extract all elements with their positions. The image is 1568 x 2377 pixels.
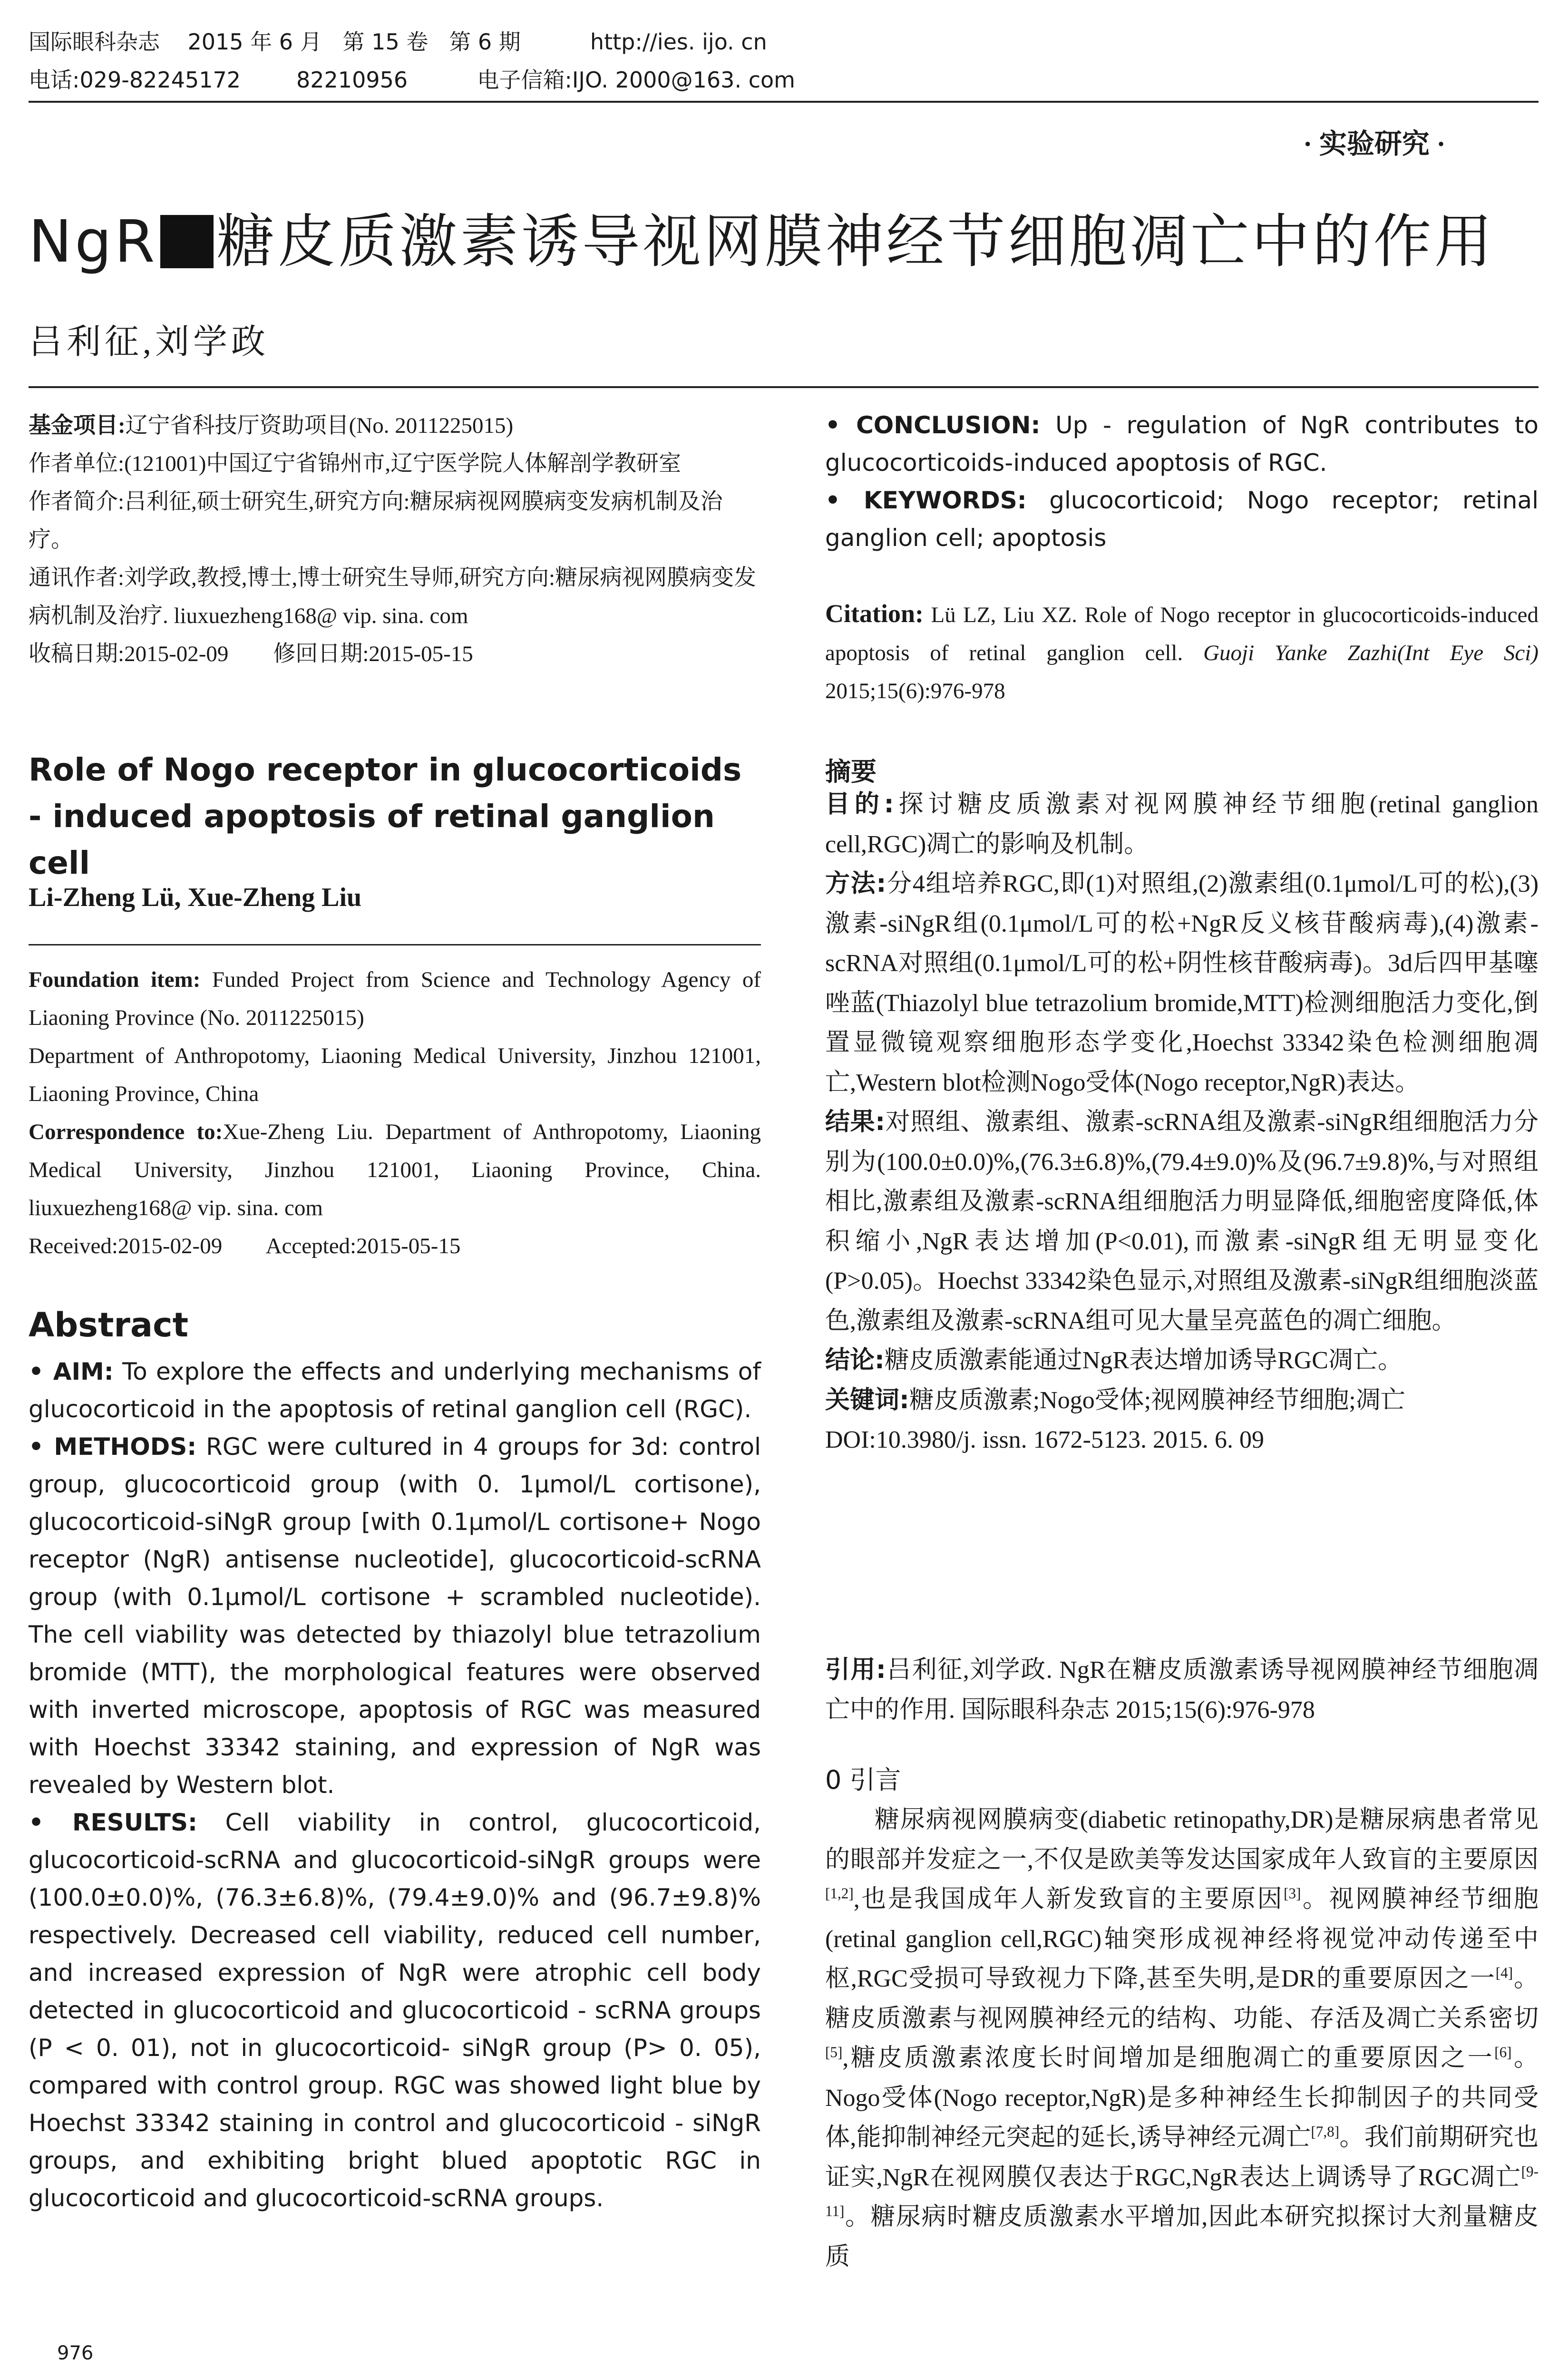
abstract-keywords: • KEYWORDS: glucocorticoid; Nogo receptor; retinal ganglion cell; apoptosis xyxy=(825,487,1539,552)
info-corr: 通讯作者:刘学政,教授,博士,博士研究生导师,研究方向:糖尿病视网膜病变发病机制及治疗. liuxuezheng168@ vip. sina. com xyxy=(29,565,757,628)
journal-header-line2: 电话:029-82245172 82210956 电子信箱:IJO. 2000@163. com xyxy=(29,67,795,93)
english-affiliation xyxy=(29,961,761,1265)
info-dates: 收稿日期:2015-02-09 修回日期:2015-05-15 xyxy=(29,642,473,666)
abstract-methods: • METHODS: RGC were cultured in 4 groups for 3d: control group, glucocorticoid group (with 0. 1μmol/L cortisone), glucocorticoid-siNgR group [with 0.1μmol/L cortisone+ Nogo receptor (NgR) antisense nucleotide], glucocorticoid-scRNA group (with 0.1μmol/L cortisone + scrambled nucleotide). The cell viability was detected by thiazolyl blue tetrazolium bromide (MTT), the morphological features were observed with inverted microscope, apoptosis of RGC was measured with Hoechst 33342 staining, and expression of NgR was revealed by Western blot. xyxy=(29,1433,761,1799)
department: Department of Anthropotomy, Liaoning Medical University, Jinzhou 121001, Liaoning Province, China xyxy=(29,1043,761,1106)
ref-7-8: [7,8] xyxy=(1311,2123,1340,2140)
abstract-results: • RESULTS: Cell viability in control, glucocorticoid, glucocorticoid-scRNA and glucocorticoid-siNgR groups were (100.0±0.0)%, (76.3±6.8)%, (79.4±9.0)% and (96.7±9.8)% respectively. Decreased cell viability, reduced cell number, and increased expression of NgR were atrophic cell body detected in glucocorticoid and glucocorticoid - scRNA groups (P < 0. 01), not in glucocorticoid- siNgR group (P> 0. 05), compared with control group. RGC was showed light blue by Hoechst 33342 staining in control and glucocorticoid - siNgR groups, and exhibiting bright blued apoptotic RGC in glucocorticoid and glucocorticoid-scRNA groups. xyxy=(29,1809,761,2212)
cn-abstract-heading: 摘要 xyxy=(825,757,877,787)
page-title xyxy=(29,195,1495,278)
ref-3: [3] xyxy=(1284,1885,1301,1902)
english-title: Role of Nogo receptor in glucocorticoids - induced apoptosis of retinal ganglion cell xyxy=(29,751,742,881)
foundation-item: Foundation item: Funded Project from Science and Technology Agency of Liaoning Province (No. 2011225015) xyxy=(29,967,761,1030)
cn-results: 结果:对照组、激素组、激素-scRNA组及激素-siNgR组细胞活力分别为(100.0±0.0)%,(76.3±6.8)%,(79.4±9.0)%及(96.7±9.8)%,与对照组相比,激素组及激素-scRNA组细胞活力明显降低,细胞密度降低,体积缩小,NgR表达增加(P<0.01),而激素-siNgR组无明显变化(P>0.05)。Hoechst 33342染色显示,对照组及激素-siNgR组细胞淡蓝色,激素组及激素-scRNA组可见大量呈亮蓝色的凋亡细胞。 xyxy=(825,1108,1539,1335)
cn-keywords: 关键词:糖皮质激素;Nogo受体;视网膜神经节细胞;凋亡 xyxy=(825,1385,1405,1414)
english-authors: Li-Zheng Lü, Xue-Zheng Liu xyxy=(29,883,362,912)
english-authors-rule xyxy=(29,944,761,945)
correspondence: Correspondence to:Xue-Zheng Liu. Department of Anthropotomy, Liaoning Medical University, Jinzhou 121001, Liaoning Province, China. liuxuezheng168@ vip. sina. com xyxy=(29,1120,761,1220)
author-info-cn xyxy=(29,407,761,673)
cn-conclusion: 结论:糖皮质激素能通过NgR表达增加诱导RGC凋亡。 xyxy=(825,1346,1402,1374)
info-bio: 作者简介:吕利征,硕士研究生,研究方向:糖尿病视网膜病变发病机制及治疗。 xyxy=(29,489,723,552)
intro-heading: 0 引言 xyxy=(825,1765,901,1795)
title-prefix: NgR xyxy=(29,208,158,275)
intro-paragraph: 糖尿病视网膜病变(diabetic retinopathy,DR)是糖尿病患者常见的眼部并发症之一,不仅是欧美等发达国家成年人致盲的主要原因[1,2],也是我国成年人新发致盲的主要原因[3]。视网膜神经节细胞(retinal ganglion cell,RGC)轴突形成视神经将视觉冲动传递至中枢,RGC受损可导致视力下降,甚至失明,是DR的重要原因之一[4]。糖皮质激素与视网膜神经元的结构、功能、存活及凋亡关系密切[5],糖皮质激素浓度长时间增加是细胞凋亡的重要原因之一[6]。Nogo受体(Nogo receptor,NgR)是多种神经生长抑制因子的共同受体,能抑制神经元突起的延长,诱导神经元凋亡[7,8]。我们前期研究也证实,NgR在视网膜仅表达于RGC,NgR表达上调诱导了RGC凋亡[9-11]。糖尿病时糖皮质激素水平增加,因此本研究拟探讨大剂量糖皮质 xyxy=(825,1806,1539,2270)
ref-5: [5] xyxy=(825,2044,843,2061)
page-number: 976 xyxy=(57,2342,94,2364)
obscured-character xyxy=(160,215,214,268)
received-accepted: Received:2015-02-09 Accepted:2015-05-15 xyxy=(29,1234,461,1258)
cn-citation: 引用:吕利征,刘学政. NgR在糖皮质激素诱导视网膜神经节细胞凋亡中的作用. 国际眼科杂志 2015;15(6):976-978 xyxy=(825,1656,1539,1724)
cn-methods: 方法:分4组培养RGC,即(1)对照组,(2)激素组(0.1μmol/L可的松),(3)激素-siNgR组(0.1μmol/L可的松+NgR反义核苷酸病毒),(4)激素-scRNA对照组(0.1μmol/L可的松+阴性核苷酸病毒)。3d后四甲基噻唑蓝(Thiazolyl blue tetrazolium bromide,MTT)检测细胞活力变化,倒置显微镜观察细胞形态学变化,Hoechst 33342染色检测细胞凋亡,Western blot检测Nogo受体(Nogo receptor,NgR)表达。 xyxy=(825,869,1539,1096)
header-rule xyxy=(29,101,1539,103)
abstract-conclusion: • CONCLUSION: Up - regulation of NgR contributes to glucocorticoids-induced apoptosis of RGC. xyxy=(825,411,1539,477)
title-rule xyxy=(29,386,1539,388)
journal-header-line1: 国际眼科杂志 2015 年 6 月 第 15 卷 第 6 期 http://ies. ijo. cn xyxy=(29,29,767,55)
info-fund: 基金项目:辽宁省科技厅资助项目(No. 2011225015) xyxy=(29,413,514,438)
abstract-heading: Abstract xyxy=(29,1305,189,1344)
section-label: · 实验研究 · xyxy=(1303,128,1446,159)
cn-doi: DOI:10.3980/j. issn. 1672-5123. 2015. 6. 09 xyxy=(825,1426,1264,1453)
title-rest: 糖皮质激素诱导视网膜神经节细胞凋亡中的作用 xyxy=(216,208,1495,275)
abstract-aim: • AIM: To explore the effects and underlying mechanisms of glucocorticoid in the apoptosis of retinal ganglion cell (RGC). xyxy=(29,1358,761,1423)
cn-abstract-body xyxy=(825,785,1539,1460)
authors-cn: 吕利征,刘学政 xyxy=(29,323,270,361)
abstract-body xyxy=(29,1353,761,2217)
cn-aim: 目的:探讨糖皮质激素对视网膜神经节细胞(retinal ganglion cell,RGC)凋亡的影响及机制。 xyxy=(825,790,1539,858)
citation-en: Citation: Lü LZ, Liu XZ. Role of Nogo receptor in glucocorticoids-induced apoptosis of retinal ganglion cell. Guoji Yanke Zazhi(Int Eye Sci) 2015;15(6):976-978 xyxy=(825,599,1539,703)
ref-6: [6] xyxy=(1494,2044,1512,2061)
abstract-continued xyxy=(825,407,1539,557)
ref-4: [4] xyxy=(1495,1964,1513,1981)
ref-1-2: [1,2] xyxy=(825,1885,854,1902)
info-affiliation: 作者单位:(121001)中国辽宁省锦州市,辽宁医学院人体解剖学教研室 xyxy=(29,451,682,476)
ref-9-11: [9-11] xyxy=(825,2163,1539,2220)
